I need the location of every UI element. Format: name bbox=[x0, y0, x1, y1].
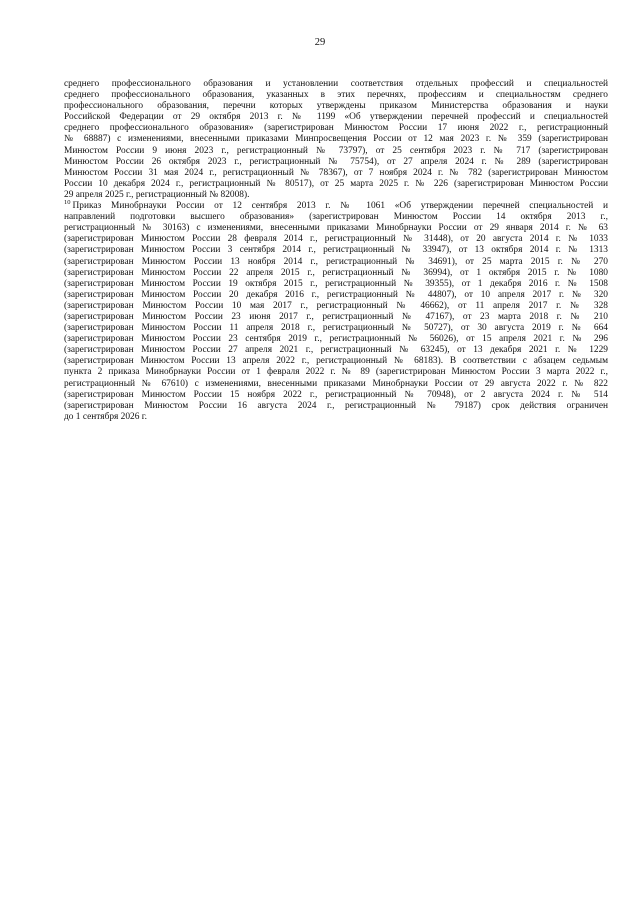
footnote-line: (зарегистрирован Минюстом России 10 мая 2017 г., регистрационный № 46662), от 11 апреля 2017 г. № 328 bbox=[64, 300, 608, 311]
footnote-line: среднего профессионального образования, указанных в этих перечнях, профессиям и специальностям среднего bbox=[64, 90, 608, 101]
footnote-line: регистрационный № 67610) с изменениями, внесенными приказами Минобрнауки России от 29 августа 2022 г. № 822 bbox=[64, 378, 608, 389]
footnote-line-text: Приказ Минобрнауки России от 12 сентября 2013 г. № 1061 «Об утверждении перечней специальностей и bbox=[72, 201, 608, 212]
footnote-9-continuation bbox=[64, 79, 608, 201]
footnote-line: Минюстом России 26 октября 2023 г., регистрационный № 75754), от 27 апреля 2024 г. № 289 (зарегистрирован bbox=[64, 156, 608, 167]
footnote-line: (зарегистрирован Минюстом России 11 апреля 2018 г., регистрационный № 50727), от 30 августа 2019 г. № 664 bbox=[64, 323, 608, 334]
footnote-line-first bbox=[64, 201, 608, 212]
footnote-line: (зарегистрирован Минюстом России 27 апреля 2021 г., регистрационный № 63245), от 13 декабря 2021 г. № 1229 bbox=[64, 345, 608, 356]
footnote-line: (зарегистрирован Минюстом России 16 августа 2024 г., регистрационный № 79187) срок действия ограничен bbox=[64, 400, 608, 411]
footnote-line: (зарегистрирован Минюстом России 15 ноября 2022 г., регистрационный № 70948), от 2 августа 2024 г. № 514 bbox=[64, 389, 608, 400]
footnote-line: России 10 декабря 2024 г., регистрационный № 80517), от 25 марта 2025 г. № 226 (зарегистрирован Минюстом России bbox=[64, 178, 608, 189]
page-number: 29 bbox=[314, 37, 326, 48]
footnote-line: № 68887) с изменениями, внесенными приказами Минпросвещения России от 12 мая 2023 г. № 359 (зарегистрирован bbox=[64, 134, 608, 145]
footnote-marker: 10 bbox=[64, 199, 71, 207]
footnote-line: пункта 2 приказа Минобрнауки России от 1 февраля 2022 г. № 89 (зарегистрирован Минюстом России 3 марта 2022 г., bbox=[64, 367, 608, 378]
footnote-line: Минюстом России 31 мая 2024 г., регистрационный № 78367), от 7 ноября 2024 г. № 782 (зарегистрирован Минюстом bbox=[64, 167, 608, 178]
footnote-line: Российской Федерации от 29 октября 2013 г. № 1199 «Об утверждении перечней профессий и специальностей bbox=[64, 112, 608, 123]
footnote-line: до 1 сентября 2026 г. bbox=[64, 411, 147, 422]
footnote-line: среднего профессионального образования и установлении соответствия отдельных профессий и специальностей bbox=[64, 79, 608, 89]
footnote-line: 29 апреля 2025 г., регистрационный № 82008). bbox=[64, 189, 250, 200]
footnote-line: (зарегистрирован Минюстом России 13 апреля 2022 г., регистрационный № 68183). В соответствии с абзацем седьмым bbox=[64, 356, 608, 367]
footnote-line: (зарегистрирован Минюстом России 3 сентября 2014 г., регистрационный № 33947), от 13 октября 2014 г. № 1313 bbox=[64, 245, 608, 256]
footnotes-block bbox=[64, 79, 608, 423]
footnote-10 bbox=[64, 201, 608, 423]
footnote-line: (зарегистрирован Минюстом России 22 апреля 2015 г., регистрационный № 36994), от 1 октября 2015 г. № 1080 bbox=[64, 267, 608, 278]
footnote-line: среднего профессионального образования» (зарегистрирован Минюстом России 17 июня 2022 г., регистрационный bbox=[64, 123, 608, 134]
footnote-line: (зарегистрирован Минюстом России 20 декабря 2016 г., регистрационный № 44807), от 10 апреля 2017 г. № 320 bbox=[64, 289, 608, 300]
footnote-line: (зарегистрирован Минюстом России 19 октября 2015 г., регистрационный № 39355), от 1 декабря 2016 г. № 1508 bbox=[64, 278, 608, 289]
footnote-line: (зарегистрирован Минюстом России 23 июня 2017 г., регистрационный № 47167), от 23 марта 2018 г. № 210 bbox=[64, 311, 608, 322]
footnote-line: (зарегистрирован Минюстом России 28 февраля 2014 г., регистрационный № 31448), от 20 августа 2014 г. № 1033 bbox=[64, 234, 608, 245]
footnote-line: направлений подготовки высшего образования» (зарегистрирован Минюстом России 14 октября 2013 г., bbox=[64, 212, 608, 223]
footnote-line: (зарегистрирован Минюстом России 23 сентября 2019 г., регистрационный № 56026), от 15 апреля 2021 г. № 296 bbox=[64, 334, 608, 345]
footnote-line: Минюстом России 9 июня 2023 г., регистрационный № 73797), от 25 сентября 2023 г. № 717 (зарегистрирован bbox=[64, 145, 608, 156]
footnote-line: регистрационный № 30163) с изменениями, внесенными приказами Минобрнауки России от 29 января 2014 г. № 63 bbox=[64, 223, 608, 234]
footnote-line: профессионального образования, перечни которых утверждены приказом Министерства образования и науки bbox=[64, 101, 608, 112]
footnote-line: (зарегистрирован Минюстом России 13 ноября 2014 г., регистрационный № 34691), от 25 марта 2015 г. № 270 bbox=[64, 256, 608, 267]
